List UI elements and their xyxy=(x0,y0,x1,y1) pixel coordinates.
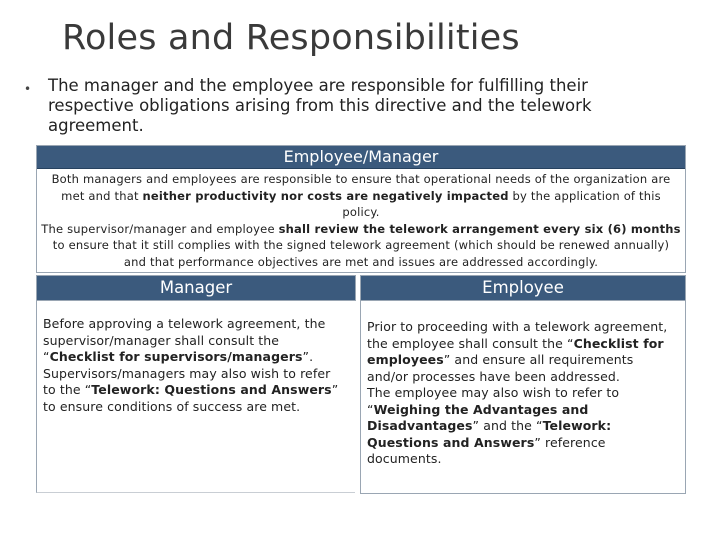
bold-text: Checklist for employees xyxy=(367,335,664,367)
employee-header: Employee xyxy=(360,275,686,301)
text-span: Before approving a telework agreement, the supervisor/manager shall consult the “ xyxy=(43,316,326,364)
employee-manager-header: Employee/Manager xyxy=(37,146,685,169)
slide-title: Roles and Responsibilities xyxy=(62,18,520,58)
bullet-point xyxy=(24,76,664,136)
text-span: ” and the “ xyxy=(472,418,543,433)
employee-manager-box xyxy=(36,145,686,273)
employee-body xyxy=(361,301,685,468)
bold-text: Weighing the Advantages and Disadvantages xyxy=(367,401,589,433)
text-span: The supervisor/manager and employee xyxy=(41,221,279,236)
employee-paragraph-1 xyxy=(367,319,677,385)
text-span: The employee may also wish to refer to “ xyxy=(367,385,620,417)
text-span: to ensure that it still complies with the signed telework agreement (which should be renewed annually) and that performance objectives are met and issues are addressed accordingly. xyxy=(52,238,670,269)
bold-text: neither productivity nor costs are negatively impacted xyxy=(142,188,509,203)
manager-box xyxy=(36,300,355,493)
text-span: by the application of this policy. xyxy=(342,188,661,219)
bullet-text: The manager and the employee are responsible for fulfilling their respective obligations arising from this directive and the telework agreement. xyxy=(48,76,592,135)
text-span: ” to ensure conditions of success are met. xyxy=(43,382,339,414)
employee-box xyxy=(360,300,686,494)
text-span: Prior to proceeding with a telework agreement, the employee shall consult the “ xyxy=(367,319,668,351)
text-span: ”. Supervisors/managers may also wish to refer to the “ xyxy=(43,349,331,397)
employee-manager-body xyxy=(37,169,685,270)
manager-body xyxy=(37,300,355,415)
bold-text: shall review the telework arrangement every six (6) months xyxy=(278,221,681,236)
bold-text: Telework: Questions and Answers xyxy=(91,382,332,397)
employee-paragraph-2 xyxy=(367,385,677,468)
bullet-icon: • xyxy=(24,82,32,96)
text-span: ” reference documents. xyxy=(367,434,606,466)
manager-header: Manager xyxy=(36,275,356,301)
bold-text: Telework: Questions and Answers xyxy=(367,418,612,450)
employee-manager-paragraph-1 xyxy=(41,171,681,221)
bold-text: Checklist for supervisors/managers xyxy=(49,349,303,364)
text-span: Both managers and employees are responsible to ensure that operational needs of the organization are met and that xyxy=(51,172,671,203)
text-span: ” and ensure all requirements and/or processes have been addressed. xyxy=(367,352,634,384)
employee-manager-paragraph-2 xyxy=(41,221,681,271)
